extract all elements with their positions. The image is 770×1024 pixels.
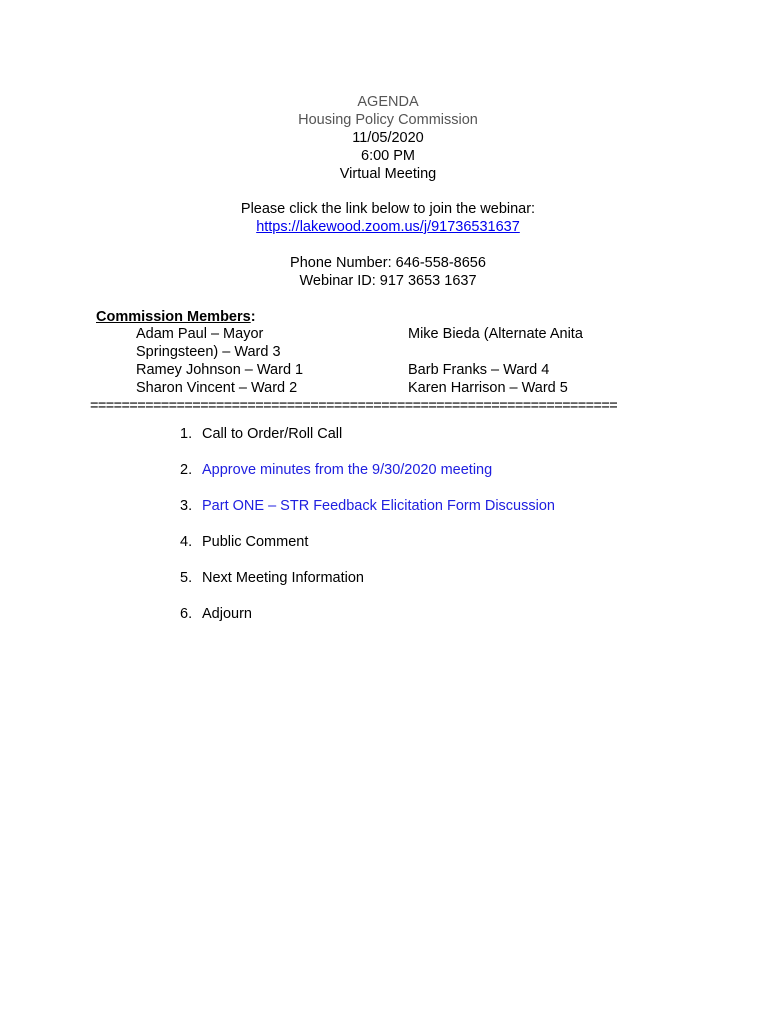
- agenda-item: [180, 605, 555, 641]
- agenda-item: [180, 569, 555, 605]
- member-entry: Adam Paul – Mayor: [136, 326, 264, 342]
- agenda-item: [180, 497, 555, 533]
- item-text: Public Comment: [202, 534, 309, 550]
- item-number: 2.: [180, 462, 193, 478]
- item-number: 5.: [180, 570, 193, 586]
- agenda-item: [180, 425, 555, 461]
- agenda-item: [180, 533, 555, 569]
- member-entry: [408, 343, 583, 361]
- agenda-item: [180, 461, 555, 497]
- phone-section: [0, 254, 770, 290]
- meeting-date: 11/05/2020: [352, 130, 424, 146]
- webinar-id: Webinar ID: 917 3653 1637: [299, 273, 477, 289]
- item-text[interactable]: Approve minutes from the 9/30/2020 meeting: [202, 462, 493, 478]
- item-text: Call to Order/Roll Call: [202, 426, 343, 442]
- members-heading: [96, 308, 256, 326]
- agenda-header: [0, 93, 770, 183]
- member-entry: Karen Harrison – Ward 5: [408, 380, 568, 396]
- meeting-location: Virtual Meeting: [339, 166, 437, 182]
- webinar-section: [0, 200, 770, 236]
- webinar-instruction: Please click the link below to join the webinar:: [240, 201, 536, 217]
- meeting-time: 6:00 PM: [361, 148, 415, 164]
- webinar-link[interactable]: https://lakewood.zoom.us/j/91736531637: [256, 219, 520, 235]
- member-entry: Ramey Johnson – Ward 1: [136, 362, 304, 378]
- member-entry: Barb Franks – Ward 4: [408, 362, 550, 378]
- members-heading-colon: :: [250, 309, 256, 325]
- members-left-column: [136, 325, 303, 397]
- item-number: 4.: [180, 534, 193, 550]
- item-text: Adjourn: [202, 606, 252, 622]
- agenda-title: AGENDA: [357, 94, 419, 110]
- item-number: 3.: [180, 498, 193, 514]
- agenda-list: [180, 425, 555, 641]
- commission-name: Housing Policy Commission: [298, 112, 478, 128]
- separator-line: ===================================================================: [90, 398, 618, 414]
- member-entry: Sharon Vincent – Ward 2: [136, 380, 298, 396]
- phone-number: Phone Number: 646-558-8656: [290, 255, 486, 271]
- item-number: 6.: [180, 606, 193, 622]
- item-text: Next Meeting Information: [202, 570, 364, 586]
- members-right-column: [408, 325, 583, 397]
- item-text[interactable]: Part ONE – STR Feedback Elicitation Form Discussion: [202, 498, 555, 514]
- member-entry: Mike Bieda (Alternate Anita: [408, 326, 583, 342]
- members-heading-text: Commission Members: [96, 309, 251, 325]
- member-entry: Springsteen) – Ward 3: [136, 344, 281, 360]
- item-number: 1.: [180, 426, 193, 442]
